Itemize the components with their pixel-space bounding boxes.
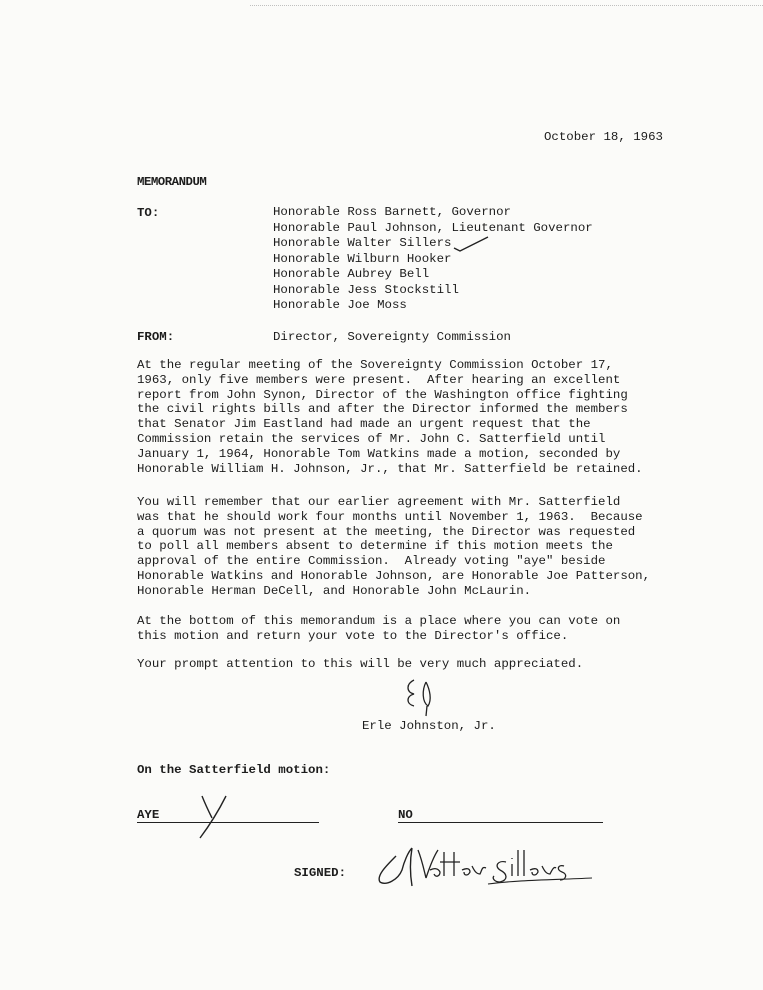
no-line bbox=[398, 822, 603, 823]
recipient: Honorable Jess Stockstill bbox=[273, 282, 459, 297]
text-line: Commission retain the services of Mr. John C. Satterfield until bbox=[137, 431, 606, 446]
text-line: Your prompt attention to this will be very much appreciated. bbox=[137, 657, 584, 671]
text-line: You will remember that our earlier agreement with Mr. Satterfield bbox=[137, 495, 621, 509]
recipient: Honorable Paul Johnson, Lieutenant Governor bbox=[273, 220, 593, 235]
text-line: At the regular meeting of the Sovereignty Commission October 17, bbox=[137, 358, 613, 372]
text-line: this motion and return your vote to the Director's office. bbox=[137, 628, 569, 643]
paragraph-4 bbox=[137, 657, 657, 672]
text-line: a quorum was not present at the meeting, the Director was requested bbox=[137, 524, 636, 539]
recipient: Honorable Aubrey Bell bbox=[273, 267, 430, 281]
recipient-list bbox=[273, 205, 593, 314]
text-line: 1963, only five members were present. After hearing an excellent bbox=[137, 372, 621, 387]
text-line: approval of the entire Commission. Already voting "aye" beside bbox=[137, 554, 606, 569]
text-line: Honorable Watkins and Honorable Johnson, are Honorable Joe Patterson, bbox=[137, 568, 651, 583]
scan-artifact bbox=[250, 0, 763, 6]
recipient: Honorable Walter Sillers bbox=[273, 236, 452, 250]
to-label: TO: bbox=[137, 206, 160, 220]
text-line: Honorable William H. Johnson, Jr., that Mr. Satterfield be retained. bbox=[137, 461, 643, 476]
from-label: FROM: bbox=[137, 330, 175, 344]
aye-vote-mark bbox=[192, 792, 232, 840]
text-line: Honorable Herman DeCell, and Honorable John McLaurin. bbox=[137, 583, 532, 598]
walter-sillers-signature bbox=[368, 840, 600, 890]
recipient: Honorable Wilburn Hooker bbox=[273, 251, 452, 266]
no-label: NO bbox=[398, 808, 413, 822]
signatory-name: Erle Johnston, Jr. bbox=[362, 719, 496, 733]
paragraph-2 bbox=[137, 495, 657, 599]
aye-label: AYE bbox=[137, 808, 160, 822]
text-line: to poll all members absent to determine if this motion meets the bbox=[137, 539, 613, 554]
initials-signature bbox=[400, 676, 440, 718]
text-line: was that he should work four months until November 1, 1963. Because bbox=[137, 509, 643, 524]
recipient: Honorable Ross Barnett, Governor bbox=[273, 205, 511, 219]
from-text: Director, Sovereignty Commission bbox=[273, 330, 511, 344]
recipient: Honorable Joe Moss bbox=[273, 298, 407, 312]
text-line: the civil rights bills and after the Director informed the members bbox=[137, 402, 628, 417]
signed-label: SIGNED: bbox=[294, 866, 347, 880]
motion-label: On the Satterfield motion: bbox=[137, 763, 331, 777]
checkmark-icon bbox=[452, 234, 492, 254]
text-line: January 1, 1964, Honorable Tom Watkins made a motion, seconded by bbox=[137, 446, 621, 461]
paragraph-3 bbox=[137, 614, 657, 644]
paragraph-1 bbox=[137, 358, 657, 476]
text-line: At the bottom of this memorandum is a place where you can vote on bbox=[137, 614, 621, 628]
memo-date: October 18, 1963 bbox=[544, 130, 663, 144]
memo-heading: MEMORANDUM bbox=[137, 175, 207, 189]
text-line: that Senator Jim Eastland had made an urgent request that the bbox=[137, 417, 591, 432]
text-line: report from John Synon, Director of the Washington office fighting bbox=[137, 387, 628, 402]
